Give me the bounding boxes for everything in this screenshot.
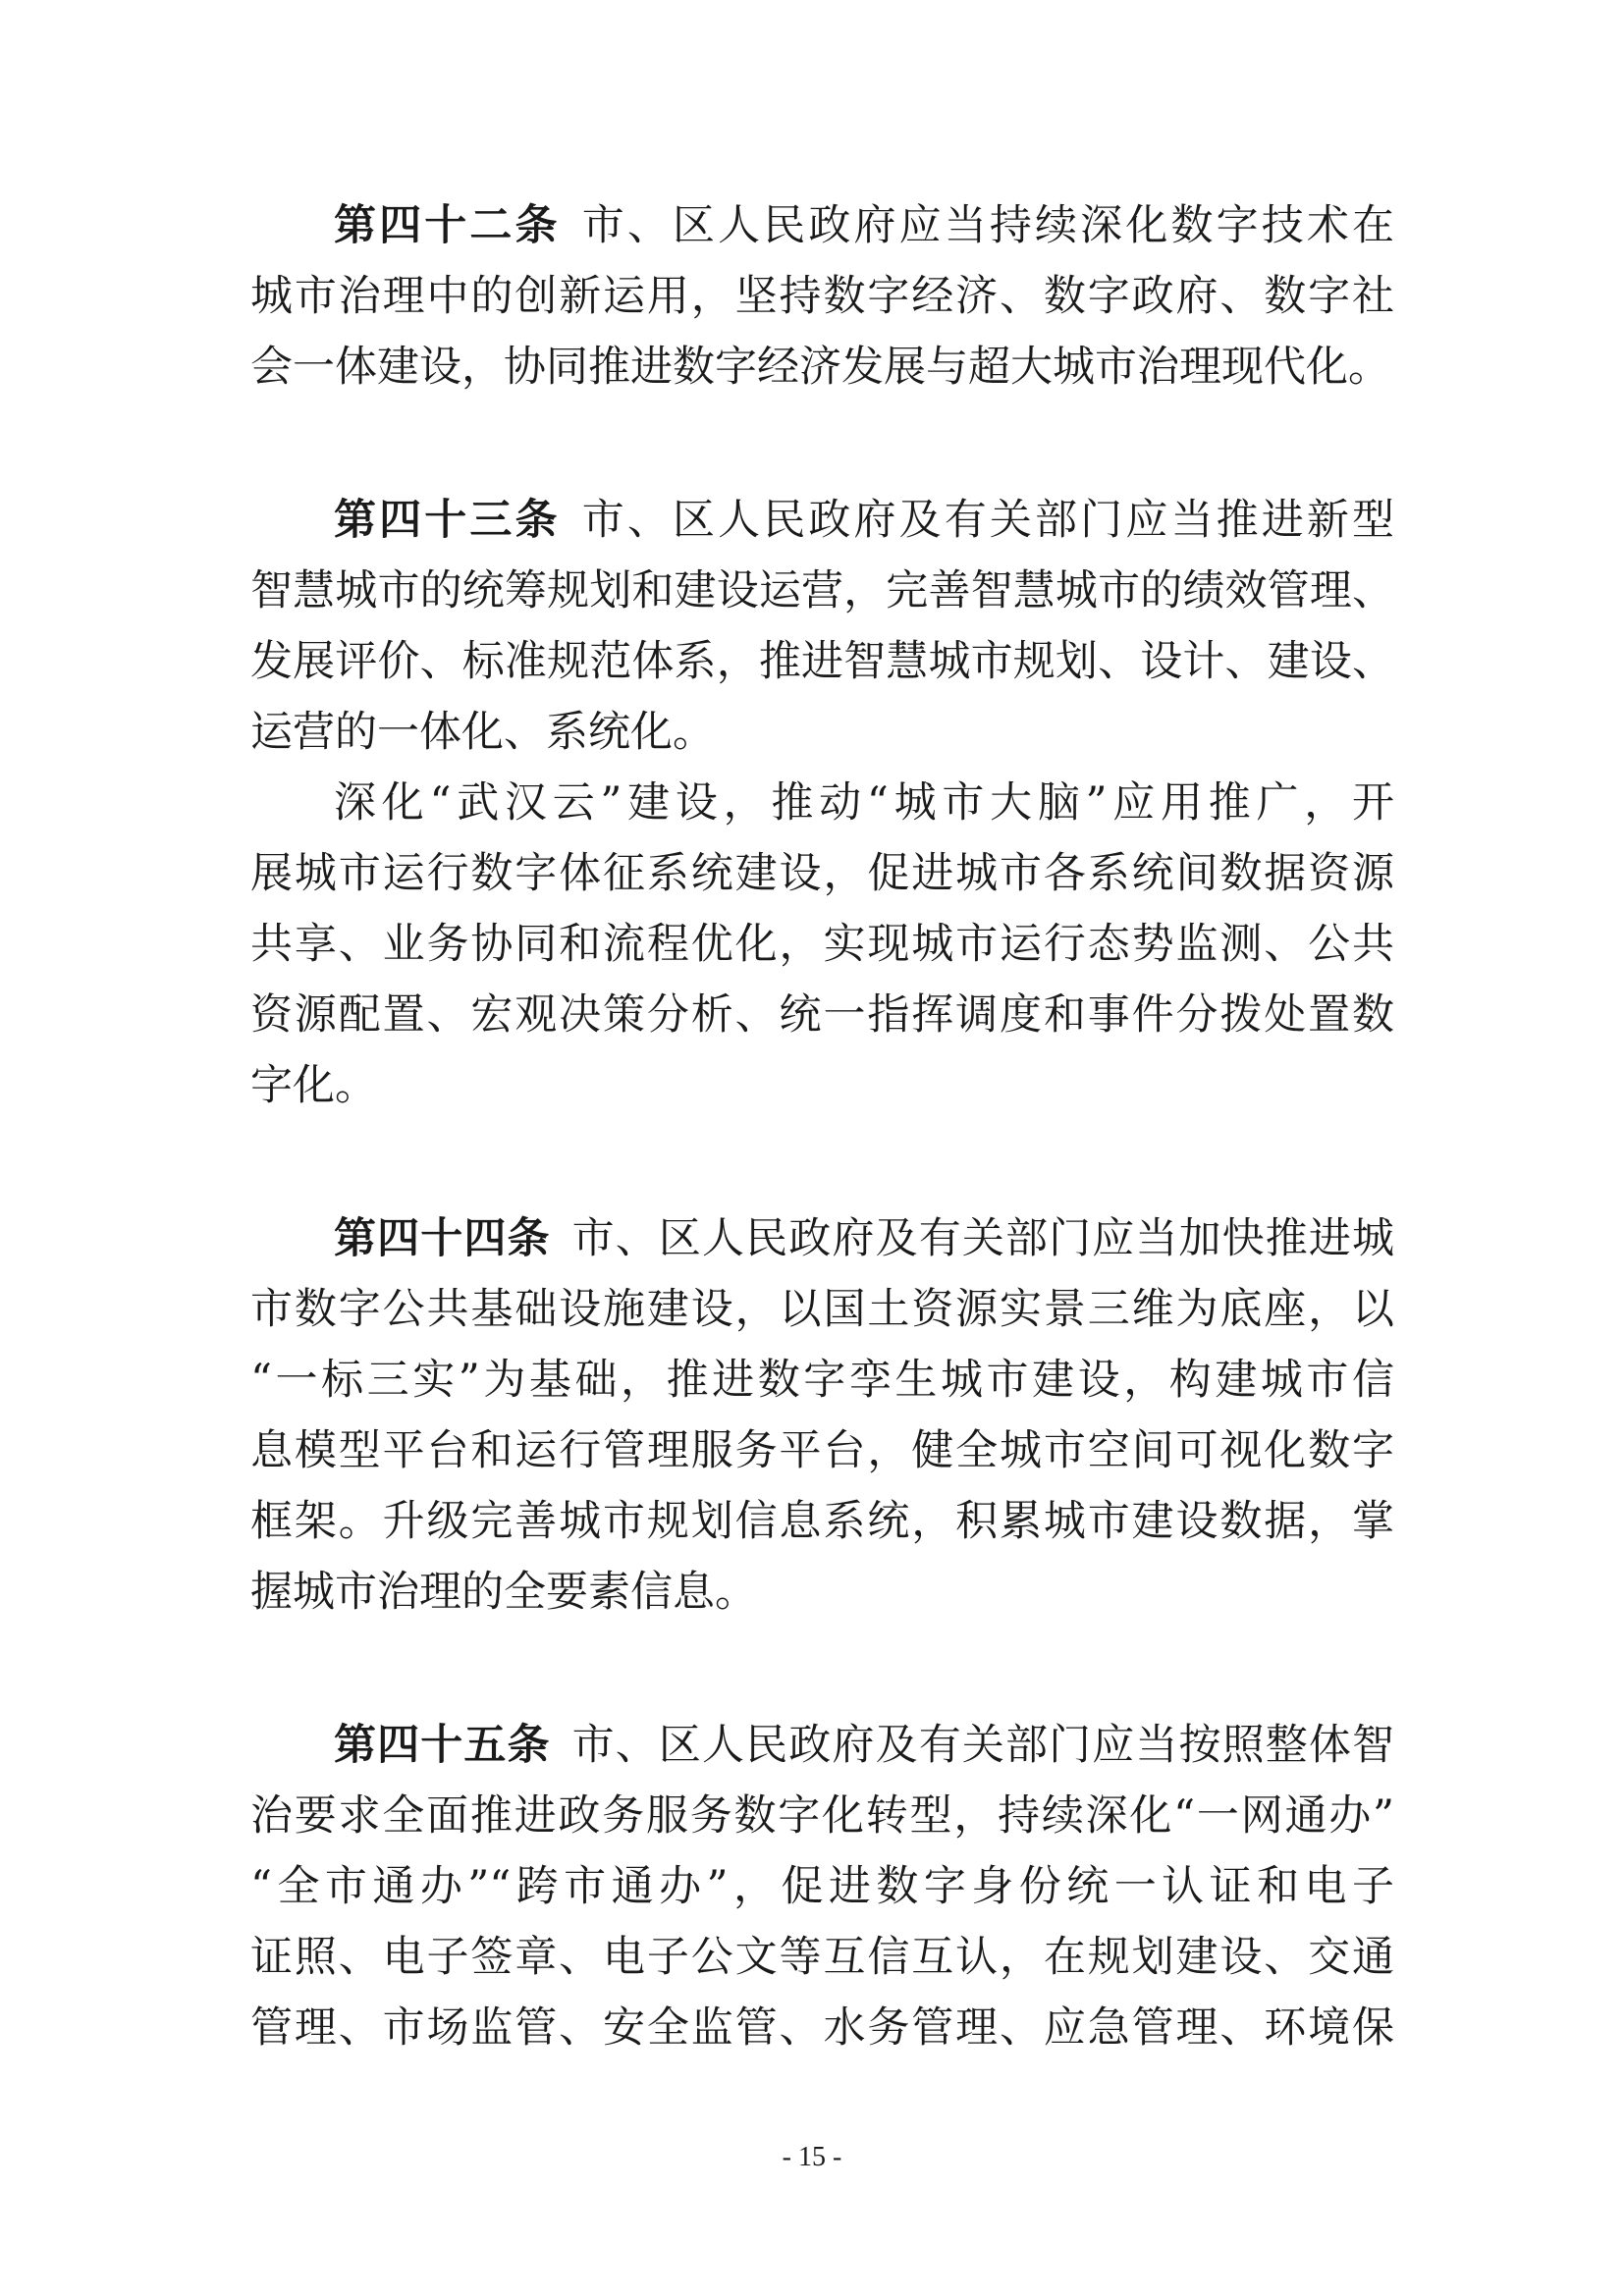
article-44-line: 框架。升级完善城市规划信息系统，积累城市建设数据，掌: [250, 1497, 1394, 1546]
article-44-first-line: [334, 1203, 1394, 1274]
article-43-first-line: [334, 485, 1394, 556]
article-44-line: “一标三实”为基础，推进数字孪生城市建设，构建城市信: [250, 1356, 1394, 1405]
article-43-line: 发展评价、标准规范体系，推进智慧城市规划、设计、建设、: [250, 637, 1394, 686]
article-45-heading: 第四十五条: [334, 1721, 551, 1770]
article-45-line: “全市通办”“跨市通办”，促进数字身份统一认证和电子: [250, 1862, 1394, 1911]
article-45-first-line: [334, 1710, 1394, 1781]
article-42-line: 会一体建设，协同推进数字经济发展与超大城市治理现代化。: [250, 343, 1390, 392]
article-44-line: 握城市治理的全要素信息。: [250, 1568, 757, 1617]
article-43-paragraph2-line: 资源配置、宏观决策分析、统一指挥调度和事件分拨处置数: [250, 990, 1394, 1040]
article-43-paragraph2-line: 展城市运行数字体征系统建设，促进城市各系统间数据资源: [250, 849, 1394, 898]
article-43-paragraph2-line: 共享、业务协同和流程优化，实现城市运行态势监测、公共: [250, 920, 1394, 969]
article-42-line: 城市治理中的创新运用，坚持数字经济、数字政府、数字社: [250, 272, 1394, 321]
article-text: 市、区人民政府及有关部门应当推进新型: [581, 496, 1395, 545]
article-43-line: 智慧城市的统筹规划和建设运营，完善智慧城市的绩效管理、: [250, 566, 1394, 615]
article-42-first-line: [334, 190, 1394, 261]
article-text: 市、区人民政府及有关部门应当按照整体智: [571, 1721, 1395, 1770]
article-44-heading: 第四十四条: [334, 1214, 551, 1263]
article-44-line: 息模型平台和运行管理服务平台，健全城市空间可视化数字: [250, 1426, 1394, 1475]
article-44-line: 市数字公共基础设施建设，以国土资源实景三维为底座，以: [250, 1285, 1394, 1334]
article-42-heading: 第四十二条: [334, 201, 561, 250]
page-number: - 15 -: [782, 2142, 842, 2172]
article-text: 市、区人民政府应当持续深化数字技术在: [581, 201, 1395, 250]
article-43-paragraph2-line: 深化“武汉云”建设，推动“城市大脑”应用推广，开: [334, 778, 1394, 828]
article-45-line: 治要求全面推进政务服务数字化转型，持续深化“一网通办”: [250, 1791, 1394, 1841]
article-45-line: 管理、市场监管、安全监管、水务管理、应急管理、环境保: [250, 2003, 1394, 2053]
article-43-line: 运营的一体化、系统化。: [250, 708, 715, 757]
article-43-heading: 第四十三条: [334, 496, 561, 545]
article-text: 市、区人民政府及有关部门应当加快推进城: [571, 1214, 1395, 1263]
article-45-line: 证照、电子签章、电子公文等互信互认，在规划建设、交通: [250, 1933, 1394, 1982]
article-43-paragraph2-line: 字化。: [250, 1061, 377, 1110]
